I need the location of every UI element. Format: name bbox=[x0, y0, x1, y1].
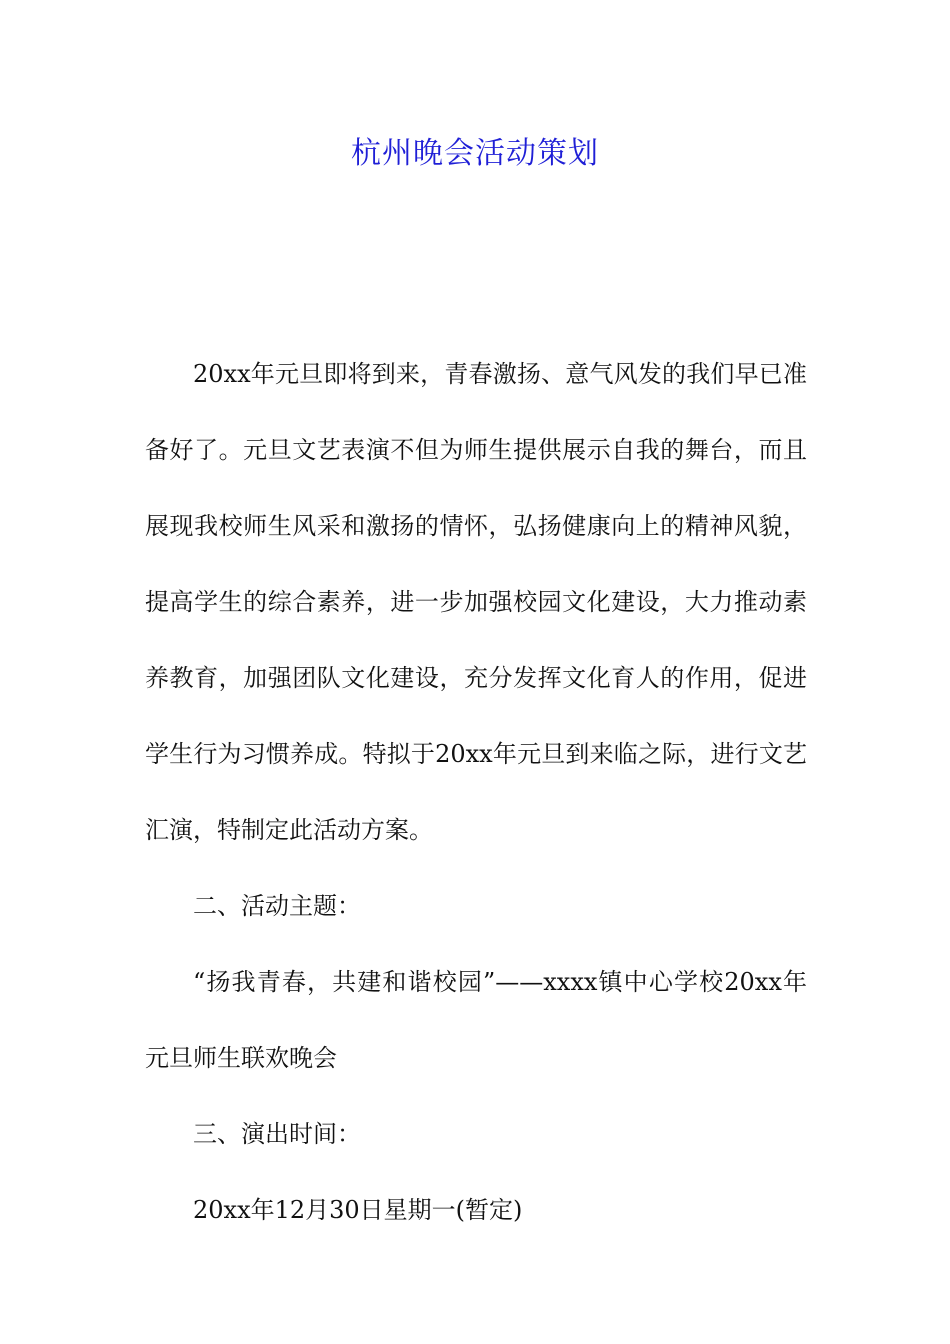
section-heading-time: 三、演出时间： bbox=[193, 1120, 361, 1148]
time-paragraph: 20xx年12月30日星期一(暂定) bbox=[193, 1196, 523, 1224]
document-body bbox=[145, 336, 807, 1248]
section-heading-theme: 二、活动主题： bbox=[193, 892, 361, 920]
document-title: 杭州晚会活动策划 bbox=[351, 136, 599, 171]
theme-paragraph: “扬我青春，共建和谐校园”——xxxx镇中心学校20xx年元旦师生联欢晚会 bbox=[145, 968, 807, 1072]
intro-paragraph: 20xx年元旦即将到来，青春激扬、意气风发的我们早已准备好了。元旦文艺表演不但为师生提供展示自我的舞台，而且展现我校师生风采和激扬的情怀，弘扬健康向上的精神风貌，提高学生的综合素养，进一步加强校园文化建设，大力推动素养教育，加强团队文化建设，充分发挥文化育人的作用，促进学生行为习惯养成。特拟于20xx年元旦到来临之际，进行文艺汇演，特制定此活动方案。 bbox=[145, 360, 807, 844]
